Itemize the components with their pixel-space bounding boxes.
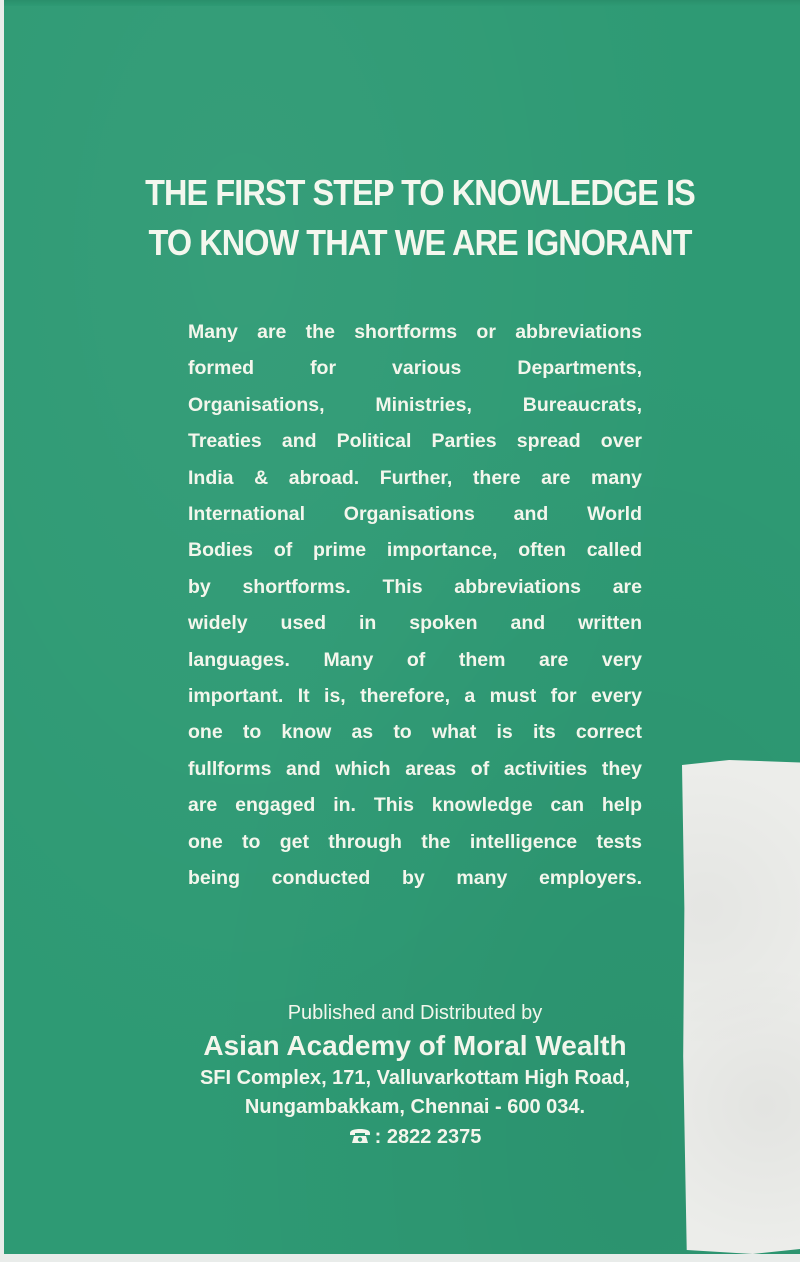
blurb-line: formed for various Departments, — [188, 357, 642, 380]
blurb-line: Many are the shortforms or abbreviations — [188, 321, 642, 343]
blurb-line: by shortforms. This abbreviations are — [188, 575, 642, 598]
telephone-icon — [349, 1128, 371, 1144]
blurb-paragraph — [188, 314, 642, 897]
publisher-address-line-2: Nungambakkam, Chennai - 600 034. — [244, 1096, 586, 1118]
blurb-line: languages. Many of them are very — [188, 648, 642, 671]
publisher-name: Asian Academy of Moral Wealth — [203, 1030, 627, 1061]
publisher-phone — [140, 1122, 690, 1152]
blurb-line: International Organisations and World — [188, 503, 642, 526]
publisher-intro: Published and Distributed by — [287, 1002, 543, 1024]
publisher-block — [140, 998, 690, 1152]
cover-top-edge — [4, 0, 800, 6]
blurb-line: widely used in spoken and written — [188, 612, 642, 635]
blurb-line: one to know as to what is its correct — [188, 721, 642, 744]
blurb-line: being conducted by many employers. — [188, 867, 642, 890]
blurb-line: one to get through the intelligence tests — [188, 830, 642, 853]
blurb-line: Organisations, Ministries, Bureaucrats, — [188, 393, 642, 416]
headline-line-2: TO KNOW THAT WE ARE IGNORANT — [148, 222, 692, 263]
publisher-phone-number: : 2822 2375 — [374, 1126, 482, 1148]
torn-price-sticker — [682, 760, 800, 1254]
blurb-line: Bodies of prime importance, often called — [188, 539, 642, 562]
blurb-line: are engaged in. This knowledge can help — [188, 794, 642, 817]
blurb-line: fullforms and which areas of activities they — [188, 757, 642, 780]
publisher-address-line-1: SFI Complex, 171, Valluvarkottam High Road, — [199, 1067, 631, 1089]
cover-bottom-edge — [4, 1254, 800, 1262]
blurb-line: important. It is, therefore, a must for every — [188, 685, 642, 708]
headline-line-1: THE FIRST STEP TO KNOWLEDGE IS — [145, 172, 695, 213]
blurb-line: Treaties and Political Parties spread over — [188, 430, 642, 453]
headline — [123, 168, 717, 268]
blurb-line: India & abroad. Further, there are many — [188, 466, 642, 489]
